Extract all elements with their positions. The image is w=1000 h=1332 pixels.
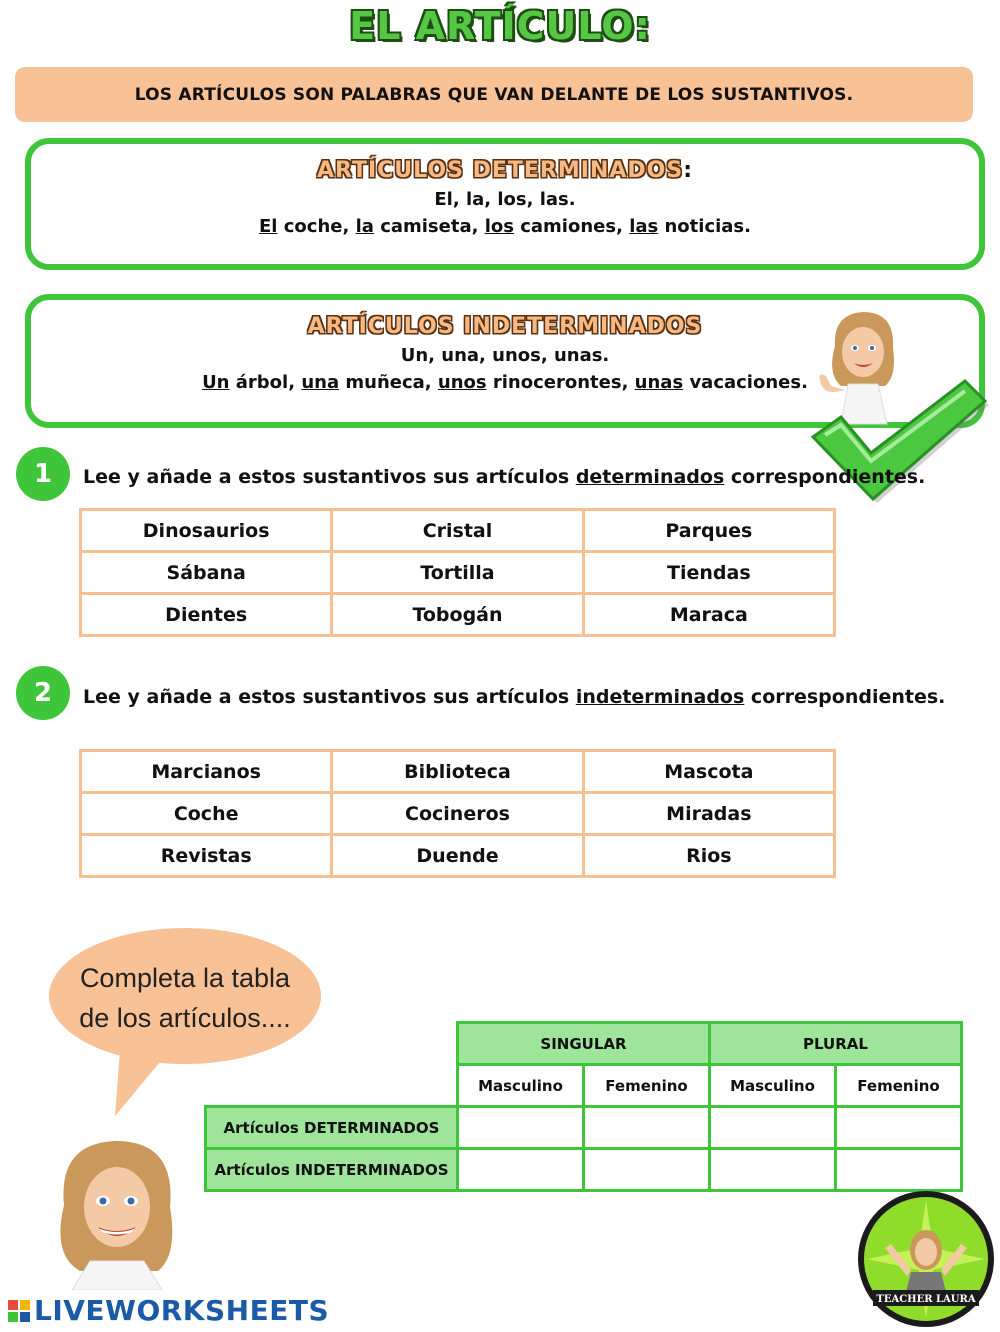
table-row — [81, 552, 835, 594]
noun-cell[interactable]: Coche — [81, 793, 332, 835]
femenino-plural-header: Femenino — [836, 1065, 962, 1107]
speech-bubble-tail — [110, 1050, 180, 1120]
footer-logo — [8, 1294, 329, 1327]
badge-text: TEACHER LAURA — [876, 1294, 976, 1305]
noun-cell[interactable]: Cocineros — [332, 793, 583, 835]
table-row — [81, 594, 835, 636]
indeterminados-examples: Un árbol, una muñeca, unos rinocerontes, unas vacaciones. — [202, 372, 808, 393]
determinados-list: El, la, los, las. — [434, 189, 576, 210]
noun-cell[interactable]: Revistas — [81, 835, 332, 877]
answer-cell[interactable] — [584, 1107, 710, 1149]
noun-cell[interactable]: Tiendas — [583, 552, 834, 594]
determinados-box — [25, 138, 985, 270]
empty-corner — [206, 1065, 458, 1107]
noun-cell[interactable]: Dinosaurios — [81, 510, 332, 552]
exercise-2-table — [79, 749, 836, 878]
table-row — [206, 1023, 962, 1065]
table-row — [81, 510, 835, 552]
determinados-examples: El coche, la camiseta, los camiones, las noticias. — [259, 216, 751, 237]
noun-cell[interactable]: Biblioteca — [332, 751, 583, 793]
answer-cell[interactable] — [836, 1149, 962, 1191]
masculino-plural-header: Masculino — [710, 1065, 836, 1107]
noun-cell[interactable]: Dientes — [81, 594, 332, 636]
table-row — [206, 1065, 962, 1107]
answer-cell[interactable] — [458, 1107, 584, 1149]
indeterminados-heading: ARTÍCULOS INDETERMINADOS — [307, 314, 703, 339]
noun-cell[interactable]: Parques — [583, 510, 834, 552]
row-label-determinados: Artículos DETERMINADOS — [206, 1107, 458, 1149]
plural-header: PLURAL — [710, 1023, 962, 1065]
footer-brand: LIVEWORKSHEETS — [34, 1294, 330, 1327]
masculino-singular-header: Masculino — [458, 1065, 584, 1107]
answer-cell[interactable] — [584, 1149, 710, 1191]
articles-summary-table — [204, 1021, 963, 1192]
table-row — [81, 793, 835, 835]
singular-header: SINGULAR — [458, 1023, 710, 1065]
noun-cell[interactable]: Rios — [583, 835, 834, 877]
page-title: EL ARTÍCULO: — [349, 4, 651, 48]
table-row — [206, 1107, 962, 1149]
empty-corner — [206, 1023, 458, 1065]
answer-cell[interactable] — [710, 1149, 836, 1191]
noun-cell[interactable]: Cristal — [332, 510, 583, 552]
exercise-1-instruction: Lee y añade a estos sustantivos sus artículos determinados correspondientes. — [83, 466, 926, 488]
answer-cell[interactable] — [710, 1107, 836, 1149]
noun-cell[interactable]: Marcianos — [81, 751, 332, 793]
bubble-text: Completa la tabla de los artículos.... — [79, 963, 291, 1033]
exercise-1-table — [79, 508, 836, 637]
step-1-badge: 1 — [16, 447, 70, 501]
table-row — [81, 835, 835, 877]
teacher-laura-badge — [855, 1188, 997, 1330]
indeterminados-list: Un, una, unos, unas. — [400, 345, 610, 366]
table-row — [206, 1149, 962, 1191]
noun-cell[interactable]: Miradas — [583, 793, 834, 835]
noun-cell[interactable]: Tobogán — [332, 594, 583, 636]
noun-cell[interactable]: Sábana — [81, 552, 332, 594]
step-2-badge: 2 — [16, 666, 70, 720]
table-row — [81, 751, 835, 793]
intro-banner: LOS ARTÍCULOS SON PALABRAS QUE VAN DELANTE DE LOS SUSTANTIVOS. — [15, 67, 973, 122]
answer-cell[interactable] — [458, 1149, 584, 1191]
exercise-2-instruction: Lee y añade a estos sustantivos sus artículos indeterminados correspondientes. — [83, 686, 946, 708]
noun-cell[interactable]: Duende — [332, 835, 583, 877]
liveworksheets-logo-icon — [8, 1300, 30, 1322]
teacher-avatar — [50, 1135, 185, 1290]
determinados-heading: ARTÍCULOS DETERMINADOS: — [316, 158, 694, 183]
answer-cell[interactable] — [836, 1107, 962, 1149]
femenino-singular-header: Femenino — [584, 1065, 710, 1107]
noun-cell[interactable]: Maraca — [583, 594, 834, 636]
noun-cell[interactable]: Tortilla — [332, 552, 583, 594]
noun-cell[interactable]: Mascota — [583, 751, 834, 793]
row-label-indeterminados: Artículos INDETERMINADOS — [206, 1149, 458, 1191]
